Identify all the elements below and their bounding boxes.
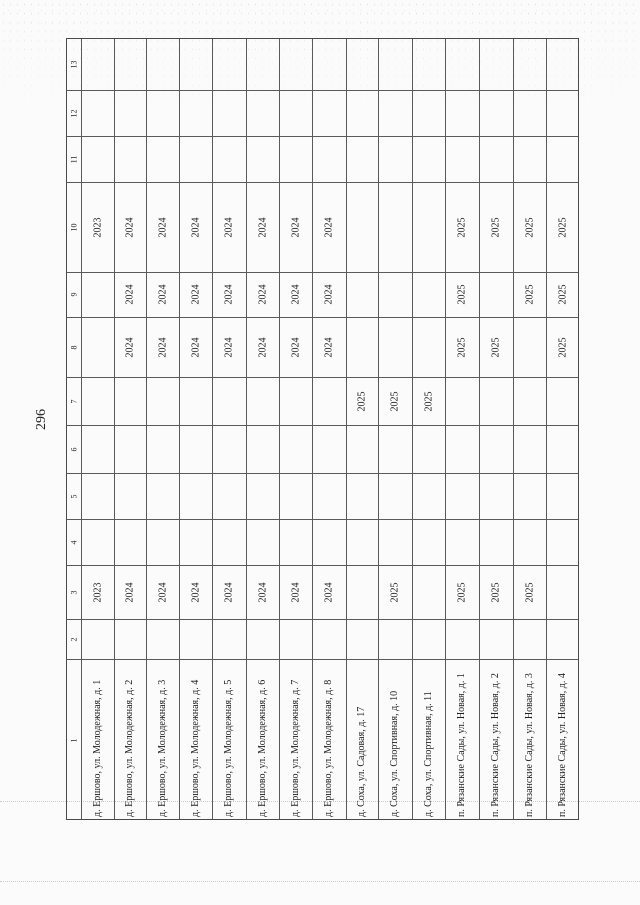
column-number-header [67, 317, 81, 377]
address-cell-text: п. Рязанские Сады, ул. Новая, д. 2 [490, 673, 501, 817]
year-cell [179, 565, 212, 619]
year-cell-text: 2024 [323, 582, 335, 602]
address-cell-text: д. Соха, ул. Спортивная, д. 10 [389, 690, 400, 817]
address-cell-text: д. Ершово, ул. Молодежная, д. 6 [256, 679, 268, 817]
year-cell-text: 2025 [557, 284, 569, 305]
address-cell-text: п. Рязанские Сады, ул. Новая, д. 4 [557, 673, 568, 817]
column-number-header [67, 377, 81, 425]
year-cell [479, 317, 513, 377]
year-cell [378, 377, 412, 425]
column-number-header-text: 3 [69, 590, 79, 594]
year-cell-text: 2025 [423, 391, 434, 411]
year-cell-text: 2025 [524, 284, 535, 305]
year-cell-text: 2024 [124, 337, 136, 357]
year-cell [146, 565, 179, 619]
year-cell-text: 2024 [124, 284, 136, 305]
year-cell [346, 377, 378, 425]
year-cell-text: 2025 [557, 217, 569, 237]
year-cell-text: 2024 [223, 217, 235, 237]
address-cell-text: д. Ершово, ул. Молодежная, д. 3 [156, 679, 168, 817]
column-number-header [67, 90, 81, 136]
year-cell-text: 2025 [490, 582, 502, 602]
column-number-header [67, 136, 81, 182]
column-number-header [67, 659, 81, 821]
column-number-header-text: 8 [69, 345, 79, 349]
year-cell [445, 272, 479, 317]
year-cell-text: 2024 [157, 217, 168, 237]
address-cell-text: д. Соха, ул. Спортивная, д. 11 [422, 691, 434, 817]
column-number-header-text: 6 [69, 447, 79, 451]
year-cell-text: 2025 [456, 217, 468, 237]
column-number-header [67, 272, 81, 317]
column-number-header [67, 519, 81, 565]
column-number-header-text: 11 [69, 155, 79, 163]
column-number-header [67, 565, 81, 619]
year-cell [114, 272, 146, 317]
year-cell [179, 317, 212, 377]
year-cell-text: 2024 [223, 284, 235, 305]
year-cell [513, 182, 546, 272]
year-cell-text: 2024 [257, 284, 268, 305]
address-cell-text: д. Ершово, ул. Молодежная, д. 8 [323, 679, 334, 817]
year-cell-text: 2025 [456, 284, 468, 305]
address-cell [312, 659, 346, 821]
address-cell [212, 659, 246, 821]
column-number-header [67, 473, 81, 519]
year-cell [279, 317, 312, 377]
year-cell-text: 2024 [124, 582, 136, 602]
year-cell-text: 2024 [290, 337, 301, 357]
year-cell-text: 2025 [490, 337, 502, 357]
year-cell [146, 317, 179, 377]
year-cell-text: 2024 [257, 337, 268, 357]
address-cell-text: д. Ершово, ул. Молодежная, д. 2 [124, 679, 135, 817]
year-cell-text: 2024 [257, 217, 268, 237]
address-cell [346, 659, 378, 821]
year-cell [179, 182, 212, 272]
year-cell-text: 2024 [190, 217, 201, 237]
year-cell [279, 272, 312, 317]
address-cell-text: п. Рязанские Сады, ул. Новая, д. 3 [523, 673, 535, 817]
year-cell-text: 2025 [456, 582, 468, 602]
year-cell [479, 182, 513, 272]
year-cell-text: 2024 [323, 284, 335, 305]
year-cell [114, 182, 146, 272]
year-cell-text: 2024 [157, 337, 168, 357]
year-cell-text: 2024 [223, 337, 235, 357]
year-cell [513, 272, 546, 317]
column-separator [67, 519, 578, 520]
column-number-header-text: 5 [69, 494, 79, 498]
column-separator [67, 473, 578, 474]
year-cell-text: 2024 [190, 284, 201, 305]
year-cell-text: 2024 [157, 284, 168, 305]
year-cell-text: 2023 [92, 582, 103, 602]
year-cell-text: 2025 [456, 337, 468, 357]
address-cell [81, 659, 114, 821]
year-cell-text: 2024 [157, 582, 168, 602]
year-cell [81, 182, 114, 272]
rotated-table [66, 38, 579, 820]
column-separator [67, 619, 578, 620]
address-cell [114, 659, 146, 821]
year-cell-text: 2024 [257, 582, 268, 602]
scan-artifact-line [0, 881, 640, 883]
year-cell-text: 2024 [190, 582, 201, 602]
column-number-header-text: 2 [69, 637, 79, 641]
year-cell [246, 272, 279, 317]
address-cell [179, 659, 212, 821]
year-cell [312, 272, 346, 317]
address-cell [146, 659, 179, 821]
year-cell [546, 272, 580, 317]
column-separator [67, 136, 578, 137]
address-cell [246, 659, 279, 821]
column-number-header-text: 9 [69, 292, 79, 297]
column-number-header [67, 425, 81, 473]
address-cell [479, 659, 513, 821]
year-cell [212, 272, 246, 317]
year-cell [81, 565, 114, 619]
year-cell [212, 317, 246, 377]
year-cell-text: 2025 [557, 337, 569, 357]
address-cell-text: д. Ершово, ул. Молодежная, д. 1 [91, 679, 103, 817]
column-number-header-text: 13 [69, 60, 79, 69]
year-cell [312, 565, 346, 619]
year-cell [279, 182, 312, 272]
column-number-header [67, 619, 81, 659]
year-cell [546, 182, 580, 272]
address-cell [378, 659, 412, 821]
year-cell-text: 2025 [356, 391, 368, 411]
address-cell-text: п. Рязанские Сады, ул. Новая, д. 1 [456, 673, 467, 817]
year-cell-text: 2023 [92, 217, 103, 237]
column-number-header-text: 1 [69, 738, 79, 742]
column-number-header-text: 10 [69, 223, 79, 231]
year-cell [445, 317, 479, 377]
year-cell [312, 317, 346, 377]
year-cell-text: 2024 [290, 217, 301, 237]
page-number: 296 [34, 409, 49, 430]
year-cell [212, 182, 246, 272]
column-number-header-text: 12 [69, 109, 79, 117]
year-cell [114, 317, 146, 377]
address-cell-text: д. Соха, ул. Садовая, д. 17 [356, 706, 367, 817]
year-cell [312, 182, 346, 272]
year-cell-text: 2024 [223, 582, 235, 602]
year-cell [246, 565, 279, 619]
column-separator [67, 425, 578, 426]
year-cell-text: 2025 [524, 582, 535, 602]
column-number-header [67, 39, 81, 90]
year-cell-text: 2025 [490, 217, 502, 237]
year-cell [146, 272, 179, 317]
year-cell [546, 317, 580, 377]
column-number-header-text: 7 [69, 399, 79, 403]
year-cell-text: 2024 [323, 217, 335, 237]
year-cell [378, 565, 412, 619]
address-cell [412, 659, 445, 821]
year-cell-text: 2024 [190, 337, 201, 357]
year-cell-text: 2024 [290, 284, 301, 305]
year-cell-text: 2025 [389, 391, 401, 411]
column-separator [67, 377, 578, 378]
year-cell [445, 565, 479, 619]
column-number-header-text: 4 [69, 540, 79, 544]
year-cell [279, 565, 312, 619]
column-separator [67, 90, 578, 91]
address-cell [546, 659, 580, 821]
year-cell [246, 317, 279, 377]
year-cell [412, 377, 445, 425]
year-cell [179, 272, 212, 317]
year-cell [212, 565, 246, 619]
year-cell [146, 182, 179, 272]
year-cell-text: 2024 [323, 337, 335, 357]
year-cell [445, 182, 479, 272]
address-cell-text: д. Ершово, ул. Молодежная, д. 7 [289, 679, 301, 817]
year-cell-text: 2024 [124, 217, 136, 237]
column-number-header [67, 182, 81, 272]
address-cell-text: д. Ершово, ул. Молодежная, д. 4 [189, 679, 201, 817]
address-cell-text: д. Ершово, ул. Молодежная, д. 5 [223, 679, 234, 817]
year-cell-text: 2025 [524, 217, 535, 237]
year-cell [479, 565, 513, 619]
address-cell [445, 659, 479, 821]
year-cell-text: 2024 [290, 582, 301, 602]
address-cell [279, 659, 312, 821]
year-cell-text: 2025 [389, 582, 401, 602]
address-cell [513, 659, 546, 821]
year-cell [246, 182, 279, 272]
year-cell [513, 565, 546, 619]
year-cell [114, 565, 146, 619]
